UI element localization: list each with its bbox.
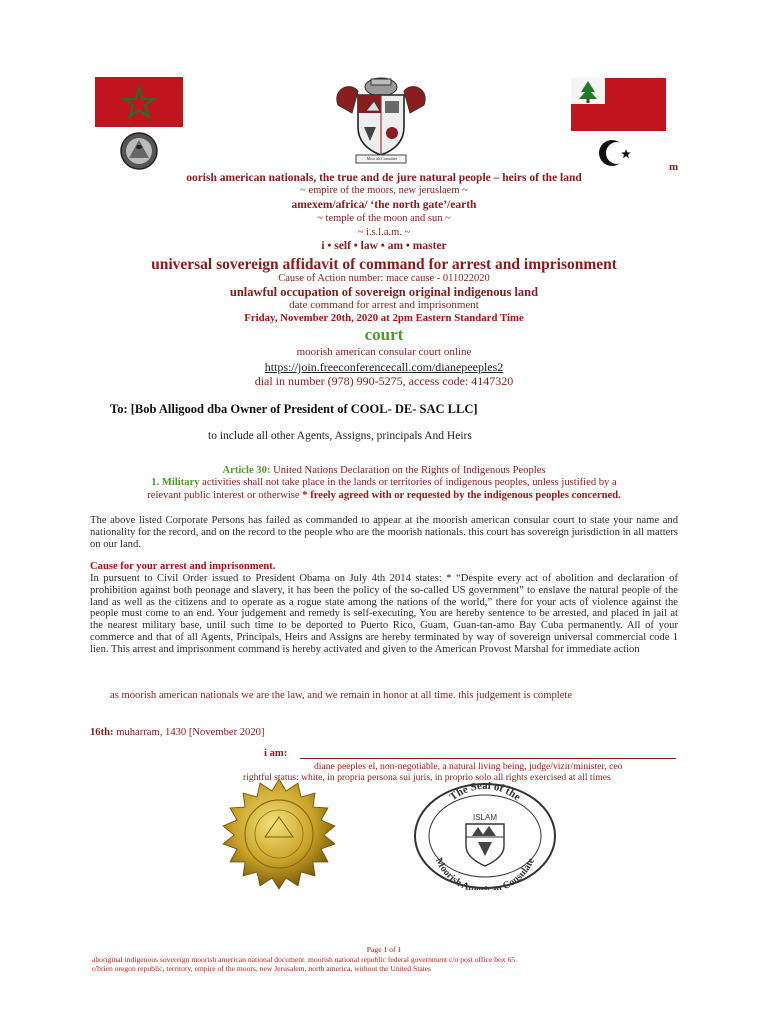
paragraph-civil-order: In pursuent to Civil Order issued to President Obama on July 4th 2014 states: * “Despite every act of abolition and declaration of prohibition against both peonage and slavery, it has been the policy of the so-called US government” to enslave the natural people of the land as well as the citizens and to operate as a rogue state among the nations of the world,” there for your acts of violence against the people must come to an end. Your judgement and remedy is self-executing, You are hereby sentence to be arrested, and placed in jail at the nearest military base, until such time to be deported to Puerto Rico, Guam, Guan-tan-amo Bay Cuba permanently. All of your commerce and that of all Agents, Principals, Heirs and Assigns are hereby terminated by way of sovereign universal commercial code 1 lien. This arrest and imprisonment command is hereby activated and given to the American Provost Marshal for immediate action	[90, 573, 678, 655]
court-link-row	[0, 360, 768, 375]
crescent-star-icon	[596, 136, 636, 170]
article-label: Article 30:	[222, 465, 271, 476]
coat-of-arms	[330, 75, 432, 167]
cause-heading: Cause for your arrest and imprisonment.	[90, 561, 276, 572]
date-command: date command for arrest and imprisonment	[289, 299, 479, 311]
gold-seal	[205, 777, 353, 891]
pyramid-seal-icon	[119, 131, 159, 171]
cause-number: Cause of Action number: mace cause - 011022020	[278, 273, 490, 284]
dial-in-info: dial in number (978) 990-5275, access code: 4147320	[254, 374, 514, 388]
seal-islam-text: ISLAM	[472, 813, 498, 822]
article-item-emphasis: * freely agreed with or requested by the indigenous peoples concerned.	[302, 490, 621, 501]
crest-motto: Moorish Consulate	[366, 156, 398, 161]
moorish-consulate-seal	[414, 782, 556, 890]
article-item-text-1: activities shall not take place in the lands or territories of indigenous peoples, unless justified by a	[199, 477, 617, 488]
date-line	[90, 727, 264, 738]
date-line-text: muharram, 1430 [November 2020]	[113, 727, 265, 738]
footer-line-1: aboriginal indigenous sovereign moorish american national document. moorish national republic federal government c/o post office box 65.	[92, 955, 517, 964]
article-item-label: 1. Military	[151, 477, 200, 488]
court-heading: court	[364, 325, 404, 344]
article-item-text-2: relevant public interest or otherwise	[147, 490, 303, 501]
document-subtitle: unlawful occupation of sovereign original indigenous land	[229, 285, 539, 299]
header-line-5: ~ i.s.l.a.m. ~	[357, 227, 411, 238]
addressee-include: to include all other Agents, Assigns, principals And Heirs	[208, 430, 472, 442]
addressee: To: [Bob Alligood dba Owner of President of COOL- DE- SAC LLC]	[110, 402, 478, 416]
conference-link[interactable]: https://join.freeconferencecall.com/dianepeeples2	[264, 360, 504, 374]
footer-line-2: o'brien oregon republic, territory, empire of the moors, new Jerusalem, north america, without the United States	[92, 964, 432, 973]
article-title: United Nations Declaration on the Rights of Indigenous Peoples	[270, 465, 546, 476]
article-item-line-2	[0, 490, 768, 501]
signature-label: i am:	[264, 748, 288, 759]
document-title: universal sovereign affidavit of command for arrest and imprisonment	[151, 256, 617, 273]
seal-bottom-text: Moorish Am an Consulate	[432, 856, 537, 890]
new-england-flag	[571, 78, 666, 131]
header-line-3: amexem/africa/ ‘the north gate’/earth	[291, 199, 477, 211]
article-item-line-1	[0, 477, 768, 488]
date-line-label: 16th:	[90, 727, 114, 738]
paragraph-failure-to-appear: The above listed Corporate Persons has failed as commanded to appear at the moorish american consular court to state your name and nationality for the record, and on the record to the people who are the moorish nationals. this court has sovereign jurisdiction in all matters on our land.	[90, 515, 678, 550]
page-number: Page 1 of 1	[366, 945, 402, 954]
closing-statement: as moorish american nationals we are the law, and we remain in honor at all time. this judgement is complete	[110, 690, 573, 701]
rightful-status: rightful status: white, in propria persona sui juris, in proprio solo all rights exercised at all times	[243, 772, 611, 783]
article-heading	[0, 465, 768, 476]
header-line-6: i • self • law • am • master	[321, 240, 447, 252]
header-line-4: ~ temple of the moon and sun ~	[317, 213, 451, 224]
header-line-1: oorish american nationals, the true and de jure natural people – heirs of the land	[186, 172, 582, 184]
hearing-date: Friday, November 20th, 2020 at 2pm Eastern Standard Time	[244, 312, 524, 324]
signatory-name: diane peeples el, non-negotiable, a natural living being, judge/vizir/minister, ceo	[314, 761, 623, 772]
header-line-2: ~ empire of the moors, new jeruslaem ~	[300, 185, 468, 196]
header-m-letter: m	[669, 161, 679, 173]
signature-line	[300, 758, 676, 759]
court-name: moorish american consular court online	[296, 346, 472, 358]
morocco-flag	[95, 77, 183, 127]
seal-top-text: The Seal of the	[447, 782, 523, 804]
